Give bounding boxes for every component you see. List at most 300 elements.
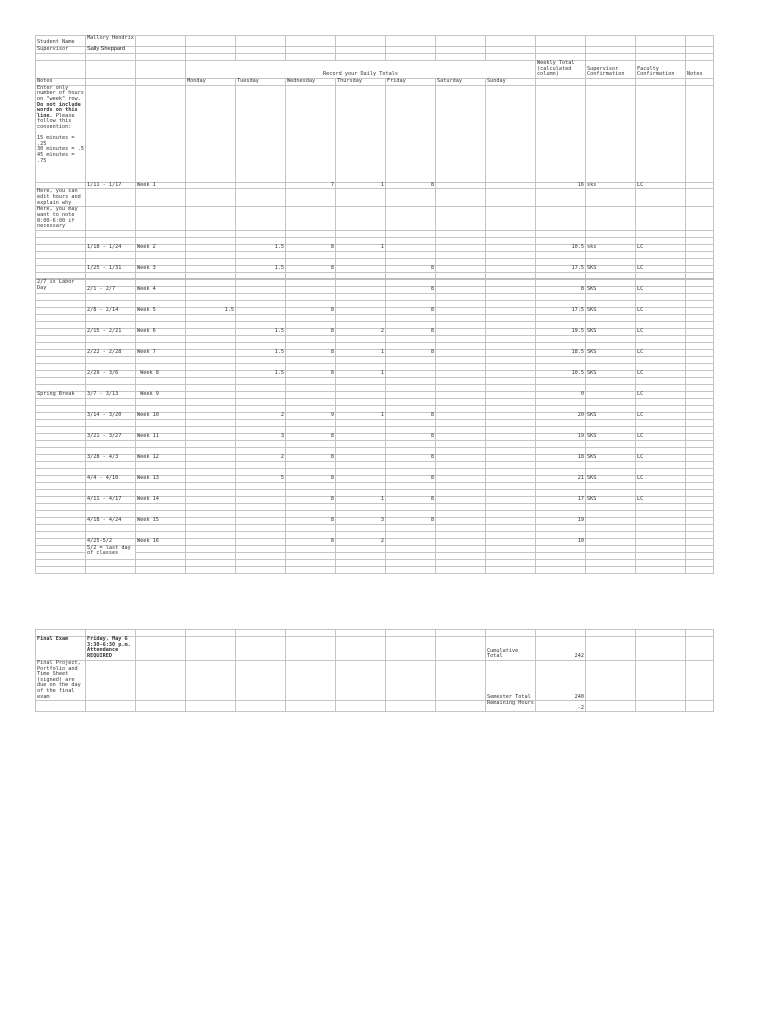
weekly-total: 8 <box>536 286 586 293</box>
friday-hours[interactable]: 8 <box>386 328 436 335</box>
wednesday-hours[interactable]: 8 <box>286 328 336 335</box>
saturday-hours[interactable] <box>436 265 486 272</box>
week-notes-cell[interactable] <box>686 370 714 377</box>
sunday-hours[interactable] <box>486 370 536 377</box>
empty-cell <box>636 251 686 258</box>
tuesday-hours[interactable] <box>236 182 286 189</box>
thursday-hours[interactable]: 2 <box>336 328 386 335</box>
empty-cell <box>486 356 536 363</box>
notes-header: Notes <box>686 61 714 79</box>
empty-cell <box>86 440 136 447</box>
monday-hours[interactable] <box>186 454 236 461</box>
empty-cell <box>136 419 186 426</box>
empty-cell <box>586 482 636 489</box>
thursday-hours[interactable]: 1 <box>336 349 386 356</box>
wednesday-hours[interactable]: 8 <box>286 433 336 440</box>
tuesday-hours[interactable]: 1.5 <box>236 265 286 272</box>
week-label: Week 7 <box>136 349 186 356</box>
saturday-hours[interactable] <box>436 454 486 461</box>
empty-cell <box>536 377 586 384</box>
friday-hours[interactable]: 8 <box>386 265 436 272</box>
wednesday-hours[interactable]: 8 <box>286 538 336 545</box>
tuesday-hours[interactable]: 1.5 <box>236 370 286 377</box>
monday-hours[interactable]: 1.5 <box>186 307 236 314</box>
saturday-hours[interactable] <box>436 412 486 419</box>
wednesday-hours[interactable]: 8 <box>286 370 336 377</box>
supervisor-initials[interactable]: SKS <box>586 496 636 503</box>
tuesday-hours[interactable] <box>236 517 286 524</box>
saturday-hours[interactable] <box>436 307 486 314</box>
empty-cell <box>336 701 386 712</box>
friday-hours[interactable] <box>386 538 436 545</box>
friday-hours[interactable]: 8 <box>386 286 436 293</box>
thursday-hours[interactable]: 1 <box>336 412 386 419</box>
empty-cell <box>436 363 486 370</box>
empty-cell <box>386 661 436 701</box>
empty-cell <box>136 293 186 300</box>
empty-cell <box>136 630 186 637</box>
empty-cell <box>586 251 636 258</box>
empty-cell <box>86 559 136 566</box>
empty-cell <box>636 552 686 559</box>
wednesday-hours[interactable]: 8 <box>286 244 336 251</box>
monday-hours[interactable] <box>186 517 236 524</box>
thursday-hours[interactable] <box>336 433 386 440</box>
faculty-initials[interactable]: LC <box>636 328 686 335</box>
empty-cell <box>436 36 486 47</box>
monday-hours[interactable] <box>186 391 236 398</box>
wednesday-hours[interactable]: 8 <box>286 517 336 524</box>
empty-cell <box>236 701 286 712</box>
saturday-hours[interactable] <box>436 538 486 545</box>
supervisor-initials[interactable]: SKS <box>586 433 636 440</box>
empty-cell <box>86 251 136 258</box>
tuesday-hours[interactable]: 3 <box>236 433 286 440</box>
monday-hours[interactable] <box>186 182 236 189</box>
empty-cell <box>636 321 686 328</box>
friday-hours[interactable] <box>386 370 436 377</box>
monday-hours[interactable] <box>186 349 236 356</box>
empty-cell <box>536 207 586 230</box>
empty-cell <box>436 531 486 538</box>
sunday-hours[interactable] <box>486 475 536 482</box>
supervisor-initials[interactable]: SKS <box>586 328 636 335</box>
thursday-hours[interactable] <box>336 307 386 314</box>
empty-cell <box>386 637 436 661</box>
empty-cell <box>36 342 86 349</box>
supervisor-initials[interactable]: SKS <box>586 265 636 272</box>
supervisor-initials[interactable] <box>586 517 636 524</box>
empty-cell <box>186 189 236 207</box>
thursday-hours[interactable] <box>336 391 386 398</box>
empty-cell <box>586 230 636 237</box>
friday-hours[interactable]: 8 <box>386 454 436 461</box>
empty-cell <box>686 85 714 182</box>
empty-cell <box>386 258 436 265</box>
empty-cell <box>686 637 714 661</box>
empty-cell <box>536 630 586 637</box>
empty-cell <box>386 335 436 342</box>
supervisor-initials[interactable]: SKS <box>586 454 636 461</box>
empty-cell <box>336 489 386 496</box>
week-label: Week 2 <box>136 244 186 251</box>
sunday-hours[interactable] <box>486 496 536 503</box>
table-row <box>36 503 714 510</box>
empty-cell <box>386 524 436 531</box>
wednesday-hours[interactable] <box>286 391 336 398</box>
weekly-total: 10.5 <box>536 370 586 377</box>
faculty-initials[interactable] <box>636 517 686 524</box>
faculty-initials[interactable] <box>636 538 686 545</box>
empty-cell <box>336 661 386 701</box>
friday-hours[interactable]: 8 <box>386 517 436 524</box>
thursday-hours[interactable]: 1 <box>336 496 386 503</box>
table-row <box>36 78 714 85</box>
tuesday-hours[interactable]: 5 <box>236 475 286 482</box>
week-notes-cell[interactable] <box>686 349 714 356</box>
empty-cell <box>586 531 636 538</box>
empty-cell <box>686 426 714 433</box>
record-daily-totals: Record your Daily Totals <box>186 61 536 79</box>
friday-hours[interactable] <box>386 244 436 251</box>
empty-cell <box>186 377 236 384</box>
empty-cell <box>486 426 536 433</box>
empty-cell <box>286 279 336 286</box>
wednesday-hours[interactable]: 8 <box>286 454 336 461</box>
wednesday-hours[interactable]: 9 <box>286 412 336 419</box>
empty-cell <box>636 545 686 552</box>
empty-cell <box>36 489 86 496</box>
table-row <box>36 207 714 230</box>
week-notes-cell[interactable] <box>686 538 714 545</box>
monday-hours[interactable] <box>186 496 236 503</box>
week-notes-cell[interactable] <box>686 307 714 314</box>
supervisor-initials[interactable]: SKS <box>586 475 636 482</box>
empty-cell <box>36 433 86 440</box>
monday-hours[interactable] <box>186 475 236 482</box>
table-row <box>36 349 714 356</box>
empty-cell <box>686 531 714 538</box>
empty-cell <box>436 279 486 286</box>
wednesday-hours[interactable] <box>286 286 336 293</box>
saturday-hours[interactable] <box>436 244 486 251</box>
time-range-note: Here, you may want to note 8:00-6:00 if necessary <box>36 207 86 230</box>
table-row <box>36 244 714 251</box>
empty-cell <box>186 661 236 701</box>
empty-cell <box>36 412 86 419</box>
tuesday-hours[interactable]: 2 <box>236 412 286 419</box>
empty-cell <box>186 258 236 265</box>
empty-cell <box>636 489 686 496</box>
sunday-hours[interactable] <box>486 517 536 524</box>
empty-cell <box>236 545 286 552</box>
week-notes-cell[interactable] <box>686 475 714 482</box>
saturday-hours[interactable] <box>436 328 486 335</box>
sunday-hours[interactable] <box>486 391 536 398</box>
empty-cell <box>336 207 386 230</box>
sunday-hours[interactable] <box>486 265 536 272</box>
thursday-hours[interactable] <box>336 265 386 272</box>
empty-cell <box>286 398 336 405</box>
monday-hours[interactable] <box>186 433 236 440</box>
empty-cell <box>136 314 186 321</box>
sunday-hours[interactable] <box>486 307 536 314</box>
faculty-initials[interactable]: LC <box>636 412 686 419</box>
empty-cell <box>686 342 714 349</box>
friday-hours[interactable]: 8 <box>386 412 436 419</box>
empty-cell <box>236 482 286 489</box>
empty-cell <box>236 461 286 468</box>
empty-cell <box>336 552 386 559</box>
week-notes-cell[interactable] <box>686 454 714 461</box>
empty-cell <box>686 398 714 405</box>
empty-cell <box>186 566 236 573</box>
empty-cell <box>236 293 286 300</box>
empty-cell <box>536 36 586 47</box>
empty-cell <box>536 398 586 405</box>
empty-cell <box>36 321 86 328</box>
empty-cell <box>686 545 714 552</box>
saturday-hours[interactable] <box>436 370 486 377</box>
empty-cell <box>486 230 536 237</box>
empty-cell <box>636 482 686 489</box>
empty-cell <box>286 552 336 559</box>
empty-cell <box>486 54 536 61</box>
tuesday-hours[interactable]: 1.5 <box>236 244 286 251</box>
thursday-hours[interactable]: 1 <box>336 244 386 251</box>
empty-cell <box>186 54 236 61</box>
empty-cell <box>186 545 236 552</box>
friday-hours[interactable] <box>386 391 436 398</box>
empty-cell <box>286 701 336 712</box>
week-notes-cell[interactable] <box>686 517 714 524</box>
empty-cell <box>636 559 686 566</box>
empty-cell <box>436 335 486 342</box>
monday-hours[interactable] <box>186 265 236 272</box>
tuesday-hours[interactable] <box>236 391 286 398</box>
empty-cell <box>186 321 236 328</box>
empty-cell <box>636 531 686 538</box>
empty-cell <box>336 440 386 447</box>
saturday-hours[interactable] <box>436 391 486 398</box>
day-header: Sunday <box>486 78 536 85</box>
saturday-hours[interactable] <box>436 517 486 524</box>
saturday-hours[interactable] <box>436 182 486 189</box>
supervisor-initials[interactable]: SKS <box>586 349 636 356</box>
empty-cell <box>536 230 586 237</box>
friday-hours[interactable]: 8 <box>386 475 436 482</box>
saturday-hours[interactable] <box>436 496 486 503</box>
faculty-initials[interactable]: LC <box>636 182 686 189</box>
supervisor-initials[interactable]: SKS <box>586 307 636 314</box>
empty-cell <box>636 398 686 405</box>
tuesday-hours[interactable] <box>236 286 286 293</box>
faculty-initials[interactable]: LC <box>636 391 686 398</box>
week-notes-cell[interactable] <box>686 265 714 272</box>
faculty-initials[interactable]: LC <box>636 349 686 356</box>
week-notes-cell[interactable] <box>686 328 714 335</box>
empty-cell <box>236 440 286 447</box>
empty-cell <box>236 405 286 412</box>
empty-cell <box>186 384 236 391</box>
saturday-hours[interactable] <box>436 475 486 482</box>
empty-cell <box>136 189 186 207</box>
tuesday-hours[interactable]: 1.5 <box>236 349 286 356</box>
empty-cell <box>386 363 436 370</box>
empty-cell <box>436 637 486 661</box>
empty-cell <box>686 489 714 496</box>
faculty-initials[interactable]: LC <box>636 265 686 272</box>
wednesday-hours[interactable]: 8 <box>286 496 336 503</box>
week-notes-cell[interactable] <box>686 433 714 440</box>
monday-hours[interactable] <box>186 328 236 335</box>
sunday-hours[interactable] <box>486 433 536 440</box>
saturday-hours[interactable] <box>436 433 486 440</box>
faculty-initials[interactable]: LC <box>636 433 686 440</box>
empty-cell <box>336 637 386 661</box>
table-row <box>36 538 714 545</box>
tuesday-hours[interactable]: 2 <box>236 454 286 461</box>
sunday-hours[interactable] <box>486 286 536 293</box>
faculty-initials[interactable]: LC <box>636 454 686 461</box>
empty-cell <box>286 47 336 54</box>
thursday-hours[interactable]: 1 <box>336 182 386 189</box>
friday-hours[interactable]: 8 <box>386 307 436 314</box>
table-row <box>36 328 714 335</box>
remaining-hours-value: -2 <box>536 701 586 712</box>
saturday-hours[interactable] <box>436 286 486 293</box>
week-dates: 1/18 - 1/24 <box>86 244 136 251</box>
friday-hours[interactable]: 8 <box>386 496 436 503</box>
faculty-initials[interactable]: LC <box>636 370 686 377</box>
faculty-initials[interactable]: LC <box>636 496 686 503</box>
empty-cell <box>186 405 236 412</box>
monday-hours[interactable] <box>186 244 236 251</box>
empty-cell <box>186 419 236 426</box>
monday-hours[interactable] <box>186 370 236 377</box>
thursday-hours[interactable] <box>336 475 386 482</box>
monday-hours[interactable] <box>186 286 236 293</box>
faculty-initials[interactable]: LC <box>636 286 686 293</box>
table-row <box>36 482 714 489</box>
tuesday-hours[interactable] <box>236 307 286 314</box>
empty-cell <box>136 251 186 258</box>
wednesday-hours[interactable]: 8 <box>286 349 336 356</box>
week-notes-cell[interactable] <box>686 182 714 189</box>
sunday-hours[interactable] <box>486 349 536 356</box>
empty-cell <box>236 426 286 433</box>
sunday-hours[interactable] <box>486 538 536 545</box>
empty-cell <box>36 440 86 447</box>
wednesday-hours[interactable]: 7 <box>286 182 336 189</box>
empty-cell <box>186 272 236 279</box>
week-notes-cell[interactable] <box>686 496 714 503</box>
thursday-hours[interactable] <box>336 286 386 293</box>
week-notes-cell[interactable] <box>686 391 714 398</box>
empty-cell <box>36 398 86 405</box>
remaining-hours-label: Remaining Hours <box>486 701 536 712</box>
tuesday-hours[interactable] <box>236 538 286 545</box>
empty-cell <box>586 559 636 566</box>
empty-cell <box>286 426 336 433</box>
empty-cell <box>136 566 186 573</box>
week-notes-cell[interactable] <box>686 412 714 419</box>
table-row <box>36 293 714 300</box>
empty-cell <box>636 363 686 370</box>
supervisor-initials[interactable]: sks <box>586 182 636 189</box>
empty-cell <box>86 272 136 279</box>
empty-cell <box>286 661 336 701</box>
wednesday-hours[interactable]: 8 <box>286 265 336 272</box>
empty-cell <box>36 468 86 475</box>
supervisor-initials[interactable]: SKS <box>586 412 636 419</box>
sunday-hours[interactable] <box>486 412 536 419</box>
thursday-hours[interactable]: 1 <box>336 370 386 377</box>
empty-cell <box>236 524 286 531</box>
monday-hours[interactable] <box>186 412 236 419</box>
supervisor-initials[interactable]: sks <box>586 244 636 251</box>
supervisor-initials[interactable] <box>586 538 636 545</box>
empty-cell <box>586 335 636 342</box>
empty-cell <box>686 552 714 559</box>
supervisor-initials[interactable] <box>586 391 636 398</box>
empty-cell <box>586 78 636 85</box>
student-name-value: Mallory Hendrix <box>86 36 136 47</box>
week-label: Week 3 <box>136 265 186 272</box>
week-notes-cell[interactable] <box>686 286 714 293</box>
empty-cell <box>486 342 536 349</box>
supervisor-initials[interactable]: SKS <box>586 370 636 377</box>
friday-hours[interactable]: 8 <box>386 433 436 440</box>
wednesday-hours[interactable]: 8 <box>286 307 336 314</box>
sunday-hours[interactable] <box>486 244 536 251</box>
tuesday-hours[interactable] <box>236 496 286 503</box>
saturday-hours[interactable] <box>436 349 486 356</box>
tuesday-hours[interactable]: 1.5 <box>236 328 286 335</box>
faculty-initials[interactable]: LC <box>636 475 686 482</box>
empty-cell <box>86 377 136 384</box>
thursday-hours[interactable]: 2 <box>336 538 386 545</box>
sunday-hours[interactable] <box>486 454 536 461</box>
empty-cell <box>186 279 236 286</box>
supervisor-initials[interactable]: SKS <box>586 286 636 293</box>
empty-cell <box>286 524 336 531</box>
week-notes-cell[interactable] <box>686 244 714 251</box>
weekly-total: 10.5 <box>536 244 586 251</box>
thursday-hours[interactable] <box>336 454 386 461</box>
notes-column-label: Notes <box>36 78 86 85</box>
empty-cell <box>136 272 186 279</box>
empty-cell <box>36 531 86 538</box>
faculty-initials[interactable]: LC <box>636 244 686 251</box>
wednesday-hours[interactable]: 8 <box>286 475 336 482</box>
empty-cell <box>536 189 586 207</box>
sunday-hours[interactable] <box>486 182 536 189</box>
empty-cell <box>336 54 386 61</box>
thursday-hours[interactable]: 3 <box>336 517 386 524</box>
monday-hours[interactable] <box>186 538 236 545</box>
empty-cell <box>186 524 236 531</box>
friday-hours[interactable]: 8 <box>386 182 436 189</box>
friday-hours[interactable]: 8 <box>386 349 436 356</box>
faculty-initials[interactable]: LC <box>636 307 686 314</box>
empty-cell <box>336 189 386 207</box>
sunday-hours[interactable] <box>486 328 536 335</box>
empty-cell <box>436 47 486 54</box>
empty-cell <box>386 489 436 496</box>
empty-cell <box>486 482 536 489</box>
empty-cell <box>636 566 686 573</box>
